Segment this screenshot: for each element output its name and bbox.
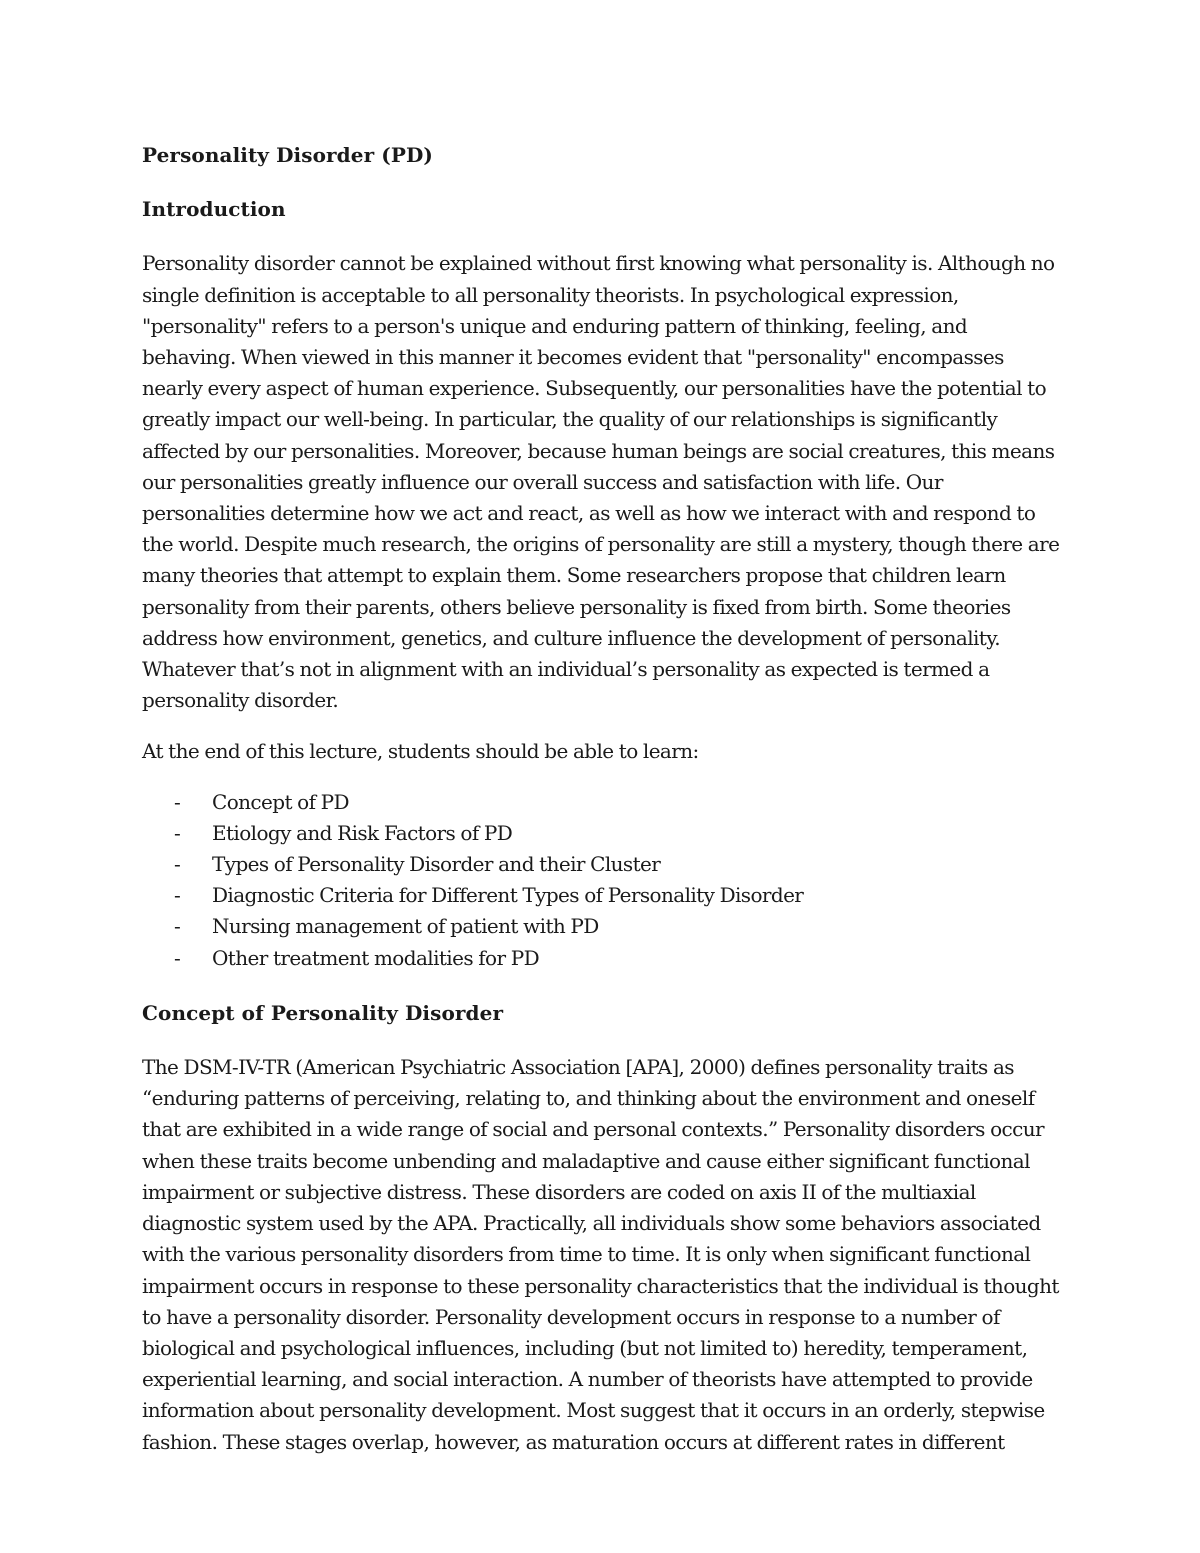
bullet-marker: -: [174, 914, 181, 939]
bullet-marker: -: [174, 883, 181, 908]
introduction-paragraph: Personality disorder cannot be explained without first knowing what personality is. Although no single definition is acceptable to all personality theorists. In psychological expression, "personality" refers to a person's unique and enduring pattern of thinking, feeling, and behaving. When viewed in this manner it becomes evident that "personality" encompasses nearly every aspect of human experience. Subsequently, our personalities have the potential to greatly impact our well-being. In particular, the quality of our relationships is significantly affected by our personalities. Moreover, because human beings are social creatures, this means our personalities greatly influence our overall success and satisfaction with life. Our personalities determine how we act and react, as well as how we interact with and respond to the world. Despite much research, the origins of personality are still a mystery, though there are many theories that attempt to explain them. Some researchers propose that children learn personality from their parents, others believe personality is fixed from birth. Some theories address how environment, genetics, and culture influence the development of personality. Whatever that’s not in alignment with an individual’s personality as expected is termed a personality disorder.: [142, 251, 1060, 713]
list-item: [142, 911, 1062, 942]
bullet-marker: -: [174, 852, 181, 877]
list-item: [142, 787, 1062, 818]
concept-heading: Concept of Personality Disorder: [142, 1000, 504, 1025]
objectives-list: [142, 787, 1062, 974]
document-body: [142, 140, 1062, 1458]
introduction-heading: Introduction: [142, 197, 286, 222]
bullet-marker: -: [174, 945, 181, 970]
concept-paragraph: The DSM-IV-TR (American Psychiatric Association [APA], 2000) defines personality traits as “enduring patterns of perceiving, relating to, and thinking about the environment and oneself that are exhibited in a wide range of social and personal contexts.” Personality disorders occur when these traits become unbending and maladaptive and cause either significant functional impairment or subjective distress. These disorders are coded on axis II of the multiaxial diagnostic system used by the APA. Practically, all individuals show some behaviors associated with the various personality disorders from time to time. It is only when significant functional impairment occurs in response to these personality characteristics that the individual is thought to have a personality disorder. Personality development occurs in response to a number of biological and psychological influences, including (but not limited to) heredity, temperament, experiential learning, and social interaction. A number of theorists have attempted to provide information about personality development. Most suggest that it occurs in an orderly, stepwise fashion. These stages overlap, however, as maturation occurs at different rates in different: [142, 1055, 1059, 1454]
list-item: [142, 880, 1062, 911]
bullet-marker: -: [174, 820, 181, 845]
document-title: Personality Disorder (PD): [142, 143, 433, 167]
objective-text: Diagnostic Criteria for Different Types of Personality Disorder: [212, 883, 804, 908]
objective-text: Types of Personality Disorder and their Cluster: [212, 852, 661, 877]
objective-text: Other treatment modalities for PD: [212, 945, 540, 970]
objective-text: Nursing management of patient with PD: [212, 914, 599, 939]
list-item: [142, 818, 1062, 849]
objective-text: Etiology and Risk Factors of PD: [212, 820, 513, 845]
list-item: [142, 849, 1062, 880]
objectives-lead: At the end of this lecture, students should be able to learn:: [142, 739, 699, 764]
bullet-marker: -: [174, 789, 181, 814]
list-item: [142, 943, 1062, 974]
objective-text: Concept of PD: [212, 789, 349, 814]
